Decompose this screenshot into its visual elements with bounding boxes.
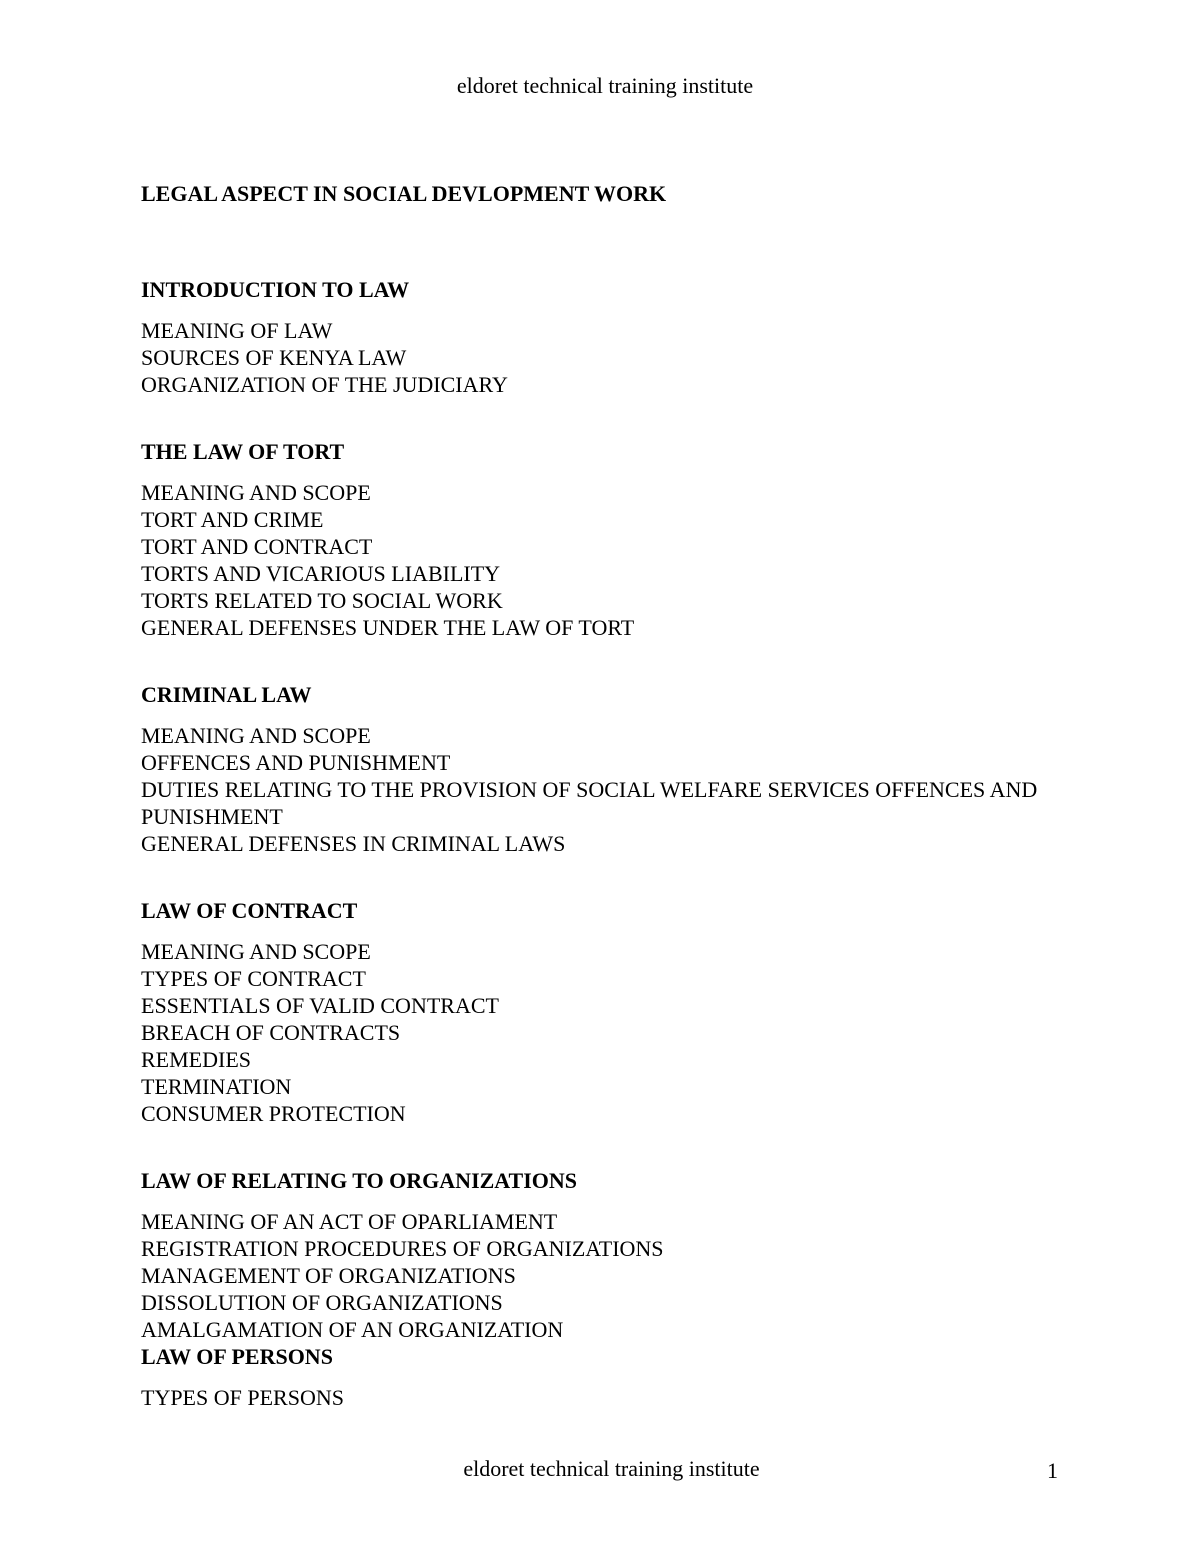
- topic-item: DUTIES RELATING TO THE PROVISION OF SOCIAL WELFARE SERVICES OFFENCES AND PUNISHMENT: [141, 777, 1038, 829]
- topic-list: [141, 938, 1141, 1127]
- section-heading: CRIMINAL LAW: [141, 682, 312, 707]
- document-body: [141, 180, 1141, 1411]
- topic-list: [141, 1384, 1141, 1411]
- page-header: eldoret technical training institute: [456, 73, 754, 98]
- topic-item: TORT AND CONTRACT: [141, 534, 373, 559]
- section-law-of-persons: [141, 1343, 1141, 1411]
- section-law-of-tort: [141, 438, 1141, 641]
- page-footer: eldoret technical training institute: [463, 1456, 760, 1481]
- topic-item: TYPES OF PERSONS: [141, 1385, 344, 1410]
- topic-item: MEANING OF AN ACT OF OPARLIAMENT: [141, 1209, 558, 1234]
- topic-item: MEANING AND SCOPE: [141, 939, 371, 964]
- section-heading: THE LAW OF TORT: [141, 439, 345, 464]
- topic-item: DISSOLUTION OF ORGANIZATIONS: [141, 1290, 503, 1315]
- section-heading: LAW OF RELATING TO ORGANIZATIONS: [141, 1168, 578, 1193]
- section-law-relating-to-organizations: [141, 1167, 1141, 1343]
- topic-item: TORTS AND VICARIOUS LIABILITY: [141, 561, 501, 586]
- topic-item: TERMINATION: [141, 1074, 292, 1099]
- topic-item: REMEDIES: [141, 1047, 251, 1072]
- topic-list: [141, 317, 1141, 398]
- topic-list: [141, 479, 1141, 641]
- section-heading: LAW OF CONTRACT: [141, 898, 358, 923]
- topic-list: [141, 722, 1141, 857]
- topic-item: TYPES OF CONTRACT: [141, 966, 366, 991]
- section-heading: LAW OF PERSONS: [141, 1344, 333, 1369]
- document-title: LEGAL ASPECT IN SOCIAL DEVLOPMENT WORK: [141, 181, 667, 206]
- topic-item: AMALGAMATION OF AN ORGANIZATION: [141, 1317, 564, 1342]
- topic-item: MANAGEMENT OF ORGANIZATIONS: [141, 1263, 516, 1288]
- topic-item: TORTS RELATED TO SOCIAL WORK: [141, 588, 503, 613]
- section-introduction-to-law: [141, 276, 1141, 398]
- topic-item: REGISTRATION PROCEDURES OF ORGANIZATIONS: [141, 1236, 664, 1261]
- topic-item: ORGANIZATION OF THE JUDICIARY: [141, 372, 508, 397]
- section-criminal-law: [141, 681, 1141, 857]
- topic-item: GENERAL DEFENSES IN CRIMINAL LAWS: [141, 831, 566, 856]
- section-law-of-contract: [141, 897, 1141, 1127]
- topic-item: MEANING AND SCOPE: [141, 723, 371, 748]
- topic-item: BREACH OF CONTRACTS: [141, 1020, 401, 1045]
- topic-item: MEANING AND SCOPE: [141, 480, 371, 505]
- topic-item: SOURCES OF KENYA LAW: [141, 345, 407, 370]
- topic-item: CONSUMER PROTECTION: [141, 1101, 406, 1126]
- section-heading: INTRODUCTION TO LAW: [141, 277, 410, 302]
- topic-item: TORT AND CRIME: [141, 507, 324, 532]
- page-number: 1: [1047, 1458, 1058, 1483]
- topic-item: GENERAL DEFENSES UNDER THE LAW OF TORT: [141, 615, 635, 640]
- topic-item: ESSENTIALS OF VALID CONTRACT: [141, 993, 499, 1018]
- topic-item: MEANING OF LAW: [141, 318, 333, 343]
- topic-item: OFFENCES AND PUNISHMENT: [141, 750, 451, 775]
- topic-list: [141, 1208, 1141, 1343]
